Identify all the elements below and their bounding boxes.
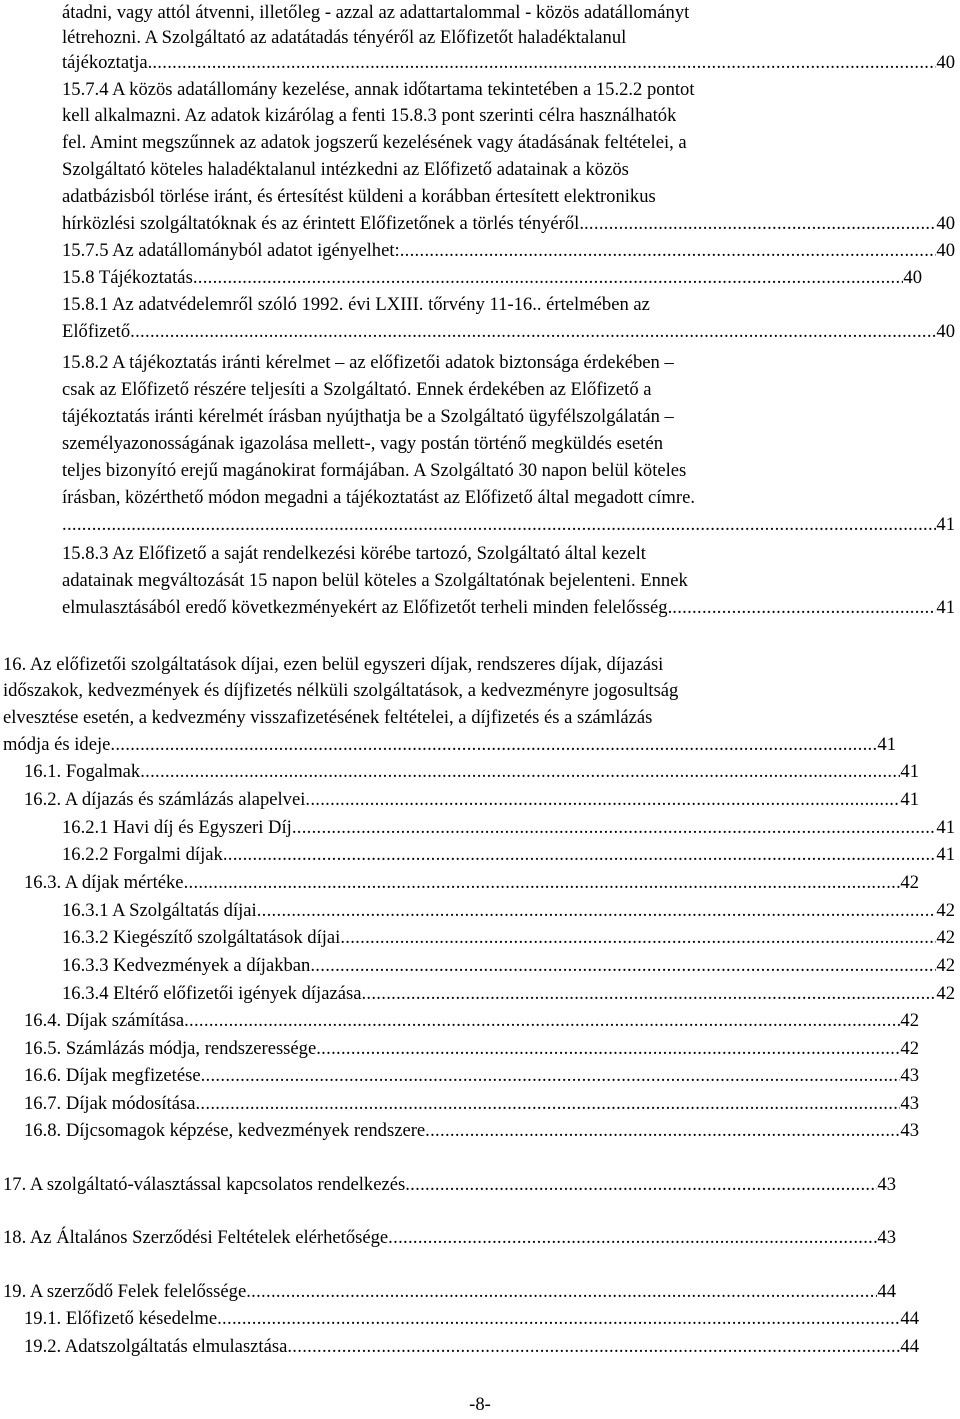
toc-leader <box>584 211 936 237</box>
toc-entry-page: 43 <box>900 1065 919 1086</box>
text-line: tájékoztatás iránti kérelmét írásban nyújthatja be a Szolgáltató ügyfélszolgálatán – <box>62 406 674 427</box>
toc-leader <box>257 898 937 924</box>
toc-leader <box>425 1118 900 1144</box>
toc-entry-title: 16.6. Díjak megfizetése <box>24 1065 201 1086</box>
toc-entry[interactable] <box>62 512 955 538</box>
toc-leader <box>340 925 936 951</box>
toc-entry-page: 40 <box>936 52 955 73</box>
toc-entry-title: 16.8. Díjcsomagok képzése, kedvezmények rendszere <box>24 1120 426 1141</box>
toc-entry-page: 40 <box>936 240 955 261</box>
text-line: létrehozni. A Szolgáltató az adatátadás tényéről az Előfizetőt haladéktalanul <box>62 27 627 48</box>
toc-entry-page: 42 <box>936 900 955 921</box>
toc-entry-title: hírközlési szolgáltatóknak és az érintett Előfizetőnek a törlés tényéről. <box>62 213 584 234</box>
toc-leader <box>195 1091 900 1117</box>
toc-entry-title: 16.4. Díjak számítása <box>24 1010 185 1031</box>
toc-entry[interactable] <box>62 953 955 979</box>
toc-entry-page: 42 <box>900 872 919 893</box>
toc-entry-title: 16.3.3 Kedvezmények a díjakban <box>62 955 311 976</box>
toc-entry-title: 16.3. A díjak mértéke <box>24 872 184 893</box>
toc-entry[interactable] <box>62 898 955 924</box>
toc-entry-page: 41 <box>877 734 896 755</box>
toc-entry[interactable] <box>24 1334 919 1360</box>
text-line: személyazonosságának igazolása mellett-, vagy postán történő megküldés esetén <box>62 433 663 454</box>
toc-entry-title: Előfizető <box>62 321 131 342</box>
text-line: adatainak megváltozását 15 napon belül köteles a Szolgáltatónak bejelenteni. Ennek <box>62 570 688 591</box>
toc-entry[interactable] <box>62 319 955 345</box>
toc-entry-page: 41 <box>936 514 955 535</box>
toc-entry-title: 16.2.1 Havi díj és Egyszeri Díj <box>62 817 292 838</box>
toc-entry-page: 41 <box>936 597 955 618</box>
toc-leader <box>310 953 936 979</box>
text-line: elvesztése esetén, a kedvezmény visszafizetésének feltételei, a díjfizetés és a számlázás <box>3 707 653 728</box>
toc-entry-title: 17. A szolgáltató-választással kapcsolatos rendelkezés <box>3 1174 406 1195</box>
toc-entry-page: 42 <box>900 1010 919 1031</box>
toc-entry[interactable] <box>62 50 955 76</box>
text-line: fel. Amint megszűnnek az adatok jogszerű kezelésének vagy átadásának feltételei, a <box>62 132 687 153</box>
toc-entry[interactable] <box>24 787 919 813</box>
toc-entry-page: 43 <box>900 1093 919 1114</box>
toc-leader <box>110 732 877 758</box>
toc-entry-title: 16.2.2 Forgalmi díjak <box>62 844 223 865</box>
toc-entry[interactable] <box>24 870 919 896</box>
toc-entry[interactable] <box>24 1063 919 1089</box>
toc-entry-title: 16.2. A díjazás és számlázás alapelvei <box>24 789 306 810</box>
toc-entry-page: 43 <box>877 1174 896 1195</box>
text-line: átadni, vagy attól átvenni, illetőleg - azzal az adattartalommal - közös adatállományt <box>62 2 690 23</box>
toc-leader <box>246 1279 877 1305</box>
toc-entry[interactable] <box>62 595 955 621</box>
toc-entry[interactable] <box>62 211 955 237</box>
toc-entry-title: 16.3.1 A Szolgáltatás díjai <box>62 900 257 921</box>
toc-entry[interactable] <box>3 1225 896 1251</box>
text-line: 15.8.1 Az adatvédelemről szóló 1992. évi LXIII. tőrvény 11-16.. értelmében az <box>62 294 650 315</box>
toc-leader <box>184 1008 900 1034</box>
toc-entry-page: 44 <box>900 1336 919 1357</box>
toc-entry-page: 40 <box>936 321 955 342</box>
toc-entry[interactable] <box>24 1036 919 1062</box>
toc-entry-title: 16.7. Díjak módosítása <box>24 1093 196 1114</box>
toc-entry-title: 19.1. Előfizető késedelme <box>24 1308 218 1329</box>
toc-entry[interactable] <box>24 759 919 785</box>
text-line: teljes bizonyító erejű magánokirat formájában. A Szolgáltató 30 napon belül köteles <box>62 460 687 481</box>
toc-entry-page: 44 <box>877 1281 896 1302</box>
toc-leader <box>184 870 901 896</box>
toc-leader <box>316 1036 900 1062</box>
toc-leader <box>292 815 937 841</box>
toc-entry-title: 19. A szerződő Felek felelőssége <box>3 1281 247 1302</box>
toc-entry-page: 43 <box>877 1227 896 1248</box>
toc-entry[interactable] <box>24 1008 919 1034</box>
toc-leader <box>140 759 900 785</box>
toc-leader <box>201 1063 901 1089</box>
toc-entry-page: 40 <box>903 267 922 288</box>
text-line: 15.7.4 A közös adatállomány kezelése, annak időtartama tekintetében a 15.2.2 pontot <box>62 79 695 100</box>
text-line: kell alkalmazni. Az adatok kizárólag a fenti 15.8.3 pont szerinti célra használhatók <box>62 105 677 126</box>
toc-entry[interactable] <box>62 238 955 264</box>
page-number: -8- <box>469 1394 491 1415</box>
text-line: csak az Előfizető részére teljesíti a Szolgáltató. Ennek érdekében az Előfizető a <box>62 379 652 400</box>
toc-entry[interactable] <box>24 1306 919 1332</box>
toc-entry-page: 40 <box>936 213 955 234</box>
toc-entry-page: 42 <box>936 927 955 948</box>
toc-entry[interactable] <box>62 842 955 868</box>
toc-entry[interactable] <box>62 265 922 291</box>
toc-entry[interactable] <box>3 1172 896 1198</box>
toc-entry-page: 43 <box>900 1120 919 1141</box>
toc-entry-title: 18. Az Általános Szerződési Feltételek elérhetősége <box>3 1227 389 1248</box>
toc-leader <box>152 50 936 76</box>
toc-entry-title: 16.3.2 Kiegészítő szolgáltatások díjai <box>62 927 341 948</box>
toc-entry-page: 44 <box>900 1308 919 1329</box>
toc-entry[interactable] <box>3 732 896 758</box>
toc-entry[interactable] <box>3 1279 896 1305</box>
toc-leader <box>388 1225 877 1251</box>
toc-leader <box>217 1306 900 1332</box>
toc-entry-title: 16.3.4 Eltérő előfizetői igények díjazása <box>62 983 362 1004</box>
toc-entry-page: 42 <box>936 983 955 1004</box>
toc-entry-title: tájékoztatja. <box>62 52 153 73</box>
toc-entry-title: 16.1. Fogalmak <box>24 761 141 782</box>
toc-entry-title: módja és ideje <box>3 734 111 755</box>
text-line: Szolgáltató köteles haladéktalanul intézkedni az Előfizető adatainak a közös <box>62 159 629 180</box>
text-line: időszakok, kedvezmények és díjfizetés nélküli szolgáltatások, a kedvezményre jogosultság <box>3 680 679 701</box>
toc-leader <box>405 1172 877 1198</box>
toc-leader <box>361 981 936 1007</box>
text-line: adatbázisból törlése iránt, és értesítést küldeni a korábban értesített elektronikus <box>62 186 656 207</box>
toc-entry-page: 42 <box>900 1038 919 1059</box>
toc-entry[interactable] <box>62 981 955 1007</box>
text-line: 15.8.2 A tájékoztatás iránti kérelmet – az előfizetői adatok biztonsága érdekében – <box>62 352 674 373</box>
text-line: 16. Az előfizetői szolgáltatások díjai, ezen belül egyszeri díjak, rendszeres díjak, díjazási <box>3 654 664 675</box>
toc-entry[interactable] <box>24 1091 919 1117</box>
toc-entry[interactable] <box>62 815 955 841</box>
toc-entry[interactable] <box>62 925 955 951</box>
toc-entry-page: 41 <box>900 789 919 810</box>
toc-entry-page: 42 <box>936 955 955 976</box>
toc-entry-page: 41 <box>900 761 919 782</box>
toc-entry[interactable] <box>24 1118 919 1144</box>
toc-entry-title: 19.2. Adatszolgáltatás elmulasztása <box>24 1336 288 1357</box>
toc-leader <box>193 265 904 291</box>
toc-entry-page: 41 <box>936 817 955 838</box>
toc-entry-title: elmulasztásából eredő következményekért az Előfizetőt terheli minden felelősség. <box>62 597 673 618</box>
toc-leader <box>400 238 937 264</box>
toc-leader <box>62 512 936 538</box>
text-line: 15.8.3 Az Előfizető a saját rendelkezési körébe tartozó, Szolgáltató által kezelt <box>62 543 646 564</box>
toc-leader <box>287 1334 900 1360</box>
toc-entry-page: 41 <box>936 844 955 865</box>
toc-leader <box>305 787 900 813</box>
toc-entry-title: 16.5. Számlázás módja, rendszeressége <box>24 1038 317 1059</box>
toc-leader <box>672 595 936 621</box>
toc-entry-title: 15.8 Tájékoztatás <box>62 267 193 288</box>
toc-entry-title: 15.7.5 Az adatállományból adatot igényelhet: <box>62 240 400 261</box>
text-line: írásban, közérthető módon megadni a tájékoztatást az Előfizető által megadott címre. <box>62 487 695 508</box>
toc-leader <box>130 319 936 345</box>
toc-leader <box>223 842 937 868</box>
